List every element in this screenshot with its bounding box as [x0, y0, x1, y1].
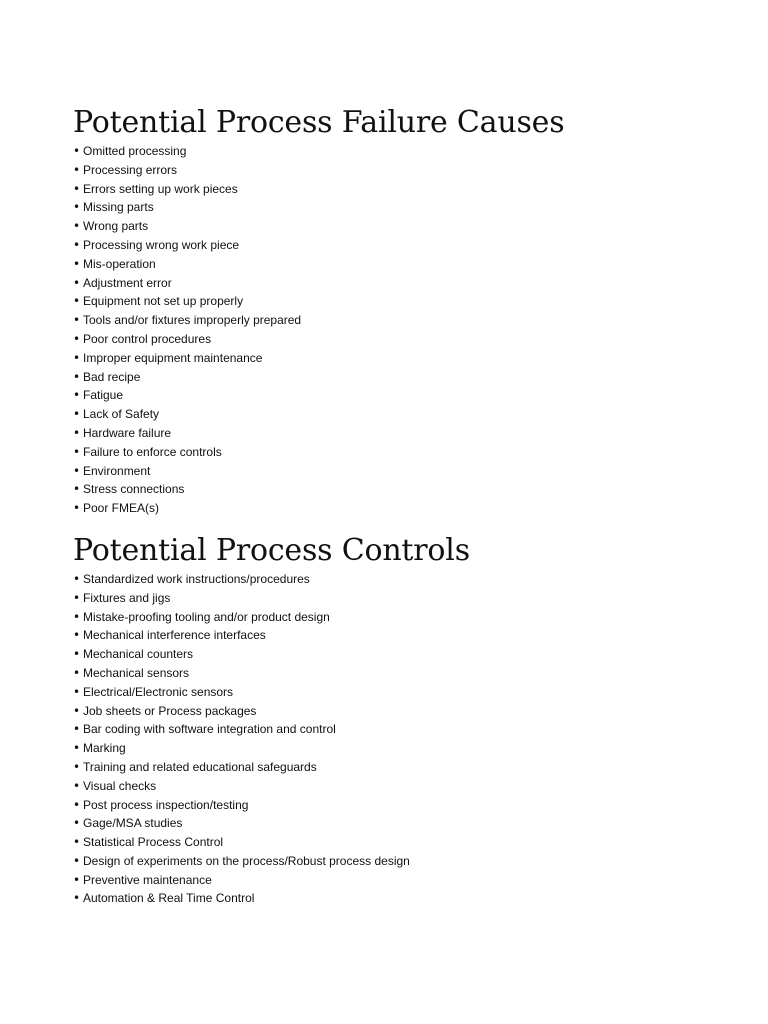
list-item-text: Hardware failure [83, 425, 172, 440]
bullet-icon: • [73, 482, 81, 497]
document-page [73, 104, 733, 908]
list-item-text: Fixtures and jigs [83, 590, 171, 605]
list-item-text: Omitted processing [83, 144, 187, 158]
bullet-icon: • [73, 722, 81, 737]
bullet-icon: • [73, 571, 81, 586]
list-item-text: Failure to enforce controls [83, 444, 222, 459]
list-item [73, 645, 733, 664]
list-item-text: Mechanical interference interfaces [83, 628, 266, 643]
bullet-icon: • [73, 501, 81, 516]
bullet-icon: • [73, 200, 81, 215]
list-item-text: Mechanical counters [83, 647, 194, 662]
list-item [73, 368, 733, 387]
list-item-text: Wrong parts [83, 219, 149, 234]
list-item-text: Marking [83, 741, 126, 756]
bullet-icon: • [73, 388, 81, 403]
list-item-text: Electrical/Electronic sensors [83, 684, 234, 699]
list-item-text: Lack of Safety [83, 407, 160, 422]
bullet-icon: • [73, 144, 81, 158]
list-item-text: Gage/MSA studies [83, 816, 183, 831]
list-item [73, 499, 733, 518]
list-item-text: Poor FMEA(s) [83, 501, 160, 516]
bullet-icon: • [73, 444, 81, 459]
bullet-icon: • [73, 741, 81, 756]
list-item [73, 274, 733, 293]
section-title-process-controls: Potential Process Controls [73, 532, 470, 568]
bullet-icon: • [73, 237, 81, 252]
list-item [73, 405, 733, 424]
bullet-icon: • [73, 853, 81, 868]
bullet-icon: • [73, 665, 81, 680]
list-item [73, 292, 733, 311]
list-item [73, 683, 733, 702]
bullet-icon: • [73, 684, 81, 699]
list-item-text: Job sheets or Process packages [83, 703, 257, 718]
list-item [73, 142, 733, 161]
bullet-icon: • [73, 647, 81, 662]
list-item-text: Equipment not set up properly [83, 294, 244, 309]
list-item [73, 462, 733, 481]
list-item [73, 889, 733, 908]
list-item [73, 758, 733, 777]
list-item [73, 664, 733, 683]
bullet-icon: • [73, 778, 81, 793]
list-item-text: Processing wrong work piece [83, 237, 240, 252]
list-item [73, 702, 733, 721]
bullet-icon: • [73, 816, 81, 831]
list-item-text: Errors setting up work pieces [83, 181, 238, 196]
list-item [73, 589, 733, 608]
list-item-text: Post process inspection/testing [83, 797, 249, 812]
bullet-icon: • [73, 294, 81, 309]
list-item-text: Adjustment error [83, 275, 172, 290]
list-item [73, 608, 733, 627]
list-item [73, 349, 733, 368]
bullet-icon: • [73, 759, 81, 774]
list-item-text: Preventive maintenance [83, 872, 212, 887]
list-item [73, 777, 733, 796]
bullet-icon: • [73, 407, 81, 422]
list-item [73, 386, 733, 405]
bullet-icon: • [73, 331, 81, 346]
list-item [73, 480, 733, 499]
list-item-text: Visual checks [83, 778, 157, 793]
list-item-text: Environment [83, 463, 151, 478]
list-item-text: Tools and/or fixtures improperly prepared [83, 313, 302, 328]
list-item-text: Design of experiments on the process/Robust process design [83, 853, 410, 868]
bullet-icon: • [73, 628, 81, 643]
list-item [73, 443, 733, 462]
list-item-text: Mis-operation [83, 256, 156, 271]
bullet-icon: • [73, 369, 81, 384]
list-item-text: Mechanical sensors [83, 665, 190, 680]
list-item [73, 720, 733, 739]
bullet-icon: • [73, 463, 81, 478]
list-item-text: Stress connections [83, 482, 185, 497]
list-item-text: Standardized work instructions/procedures [83, 571, 310, 586]
list-item-text: Missing parts [83, 200, 154, 215]
list-item [73, 217, 733, 236]
bullet-icon: • [73, 181, 81, 196]
list-item [73, 161, 733, 180]
list-item [73, 255, 733, 274]
bullet-icon: • [73, 256, 81, 271]
list-item-text: Fatigue [83, 388, 124, 403]
list-item [73, 236, 733, 255]
list-item [73, 626, 733, 645]
list-item [73, 424, 733, 443]
section-title-failure-causes: Potential Process Failure Causes [73, 105, 565, 140]
list-item [73, 330, 733, 349]
list-item-text: Mistake-proofing tooling and/or product design [83, 609, 330, 624]
list-item [73, 852, 733, 871]
bullet-icon: • [73, 275, 81, 290]
bullet-icon: • [73, 162, 81, 177]
bullet-icon: • [73, 609, 81, 624]
list-item [73, 833, 733, 852]
list-item-text: Training and related educational safeguards [83, 759, 317, 774]
bullet-icon: • [73, 835, 81, 850]
list-item [73, 570, 733, 589]
bullet-icon: • [73, 219, 81, 234]
failure-causes-list [73, 142, 733, 518]
list-item-text: Processing errors [83, 162, 178, 177]
bullet-icon: • [73, 891, 81, 906]
list-item-text: Bad recipe [83, 369, 141, 384]
list-item-text: Poor control procedures [83, 331, 212, 346]
bullet-icon: • [73, 350, 81, 365]
bullet-icon: • [73, 872, 81, 887]
list-item [73, 796, 733, 815]
bullet-icon: • [73, 425, 81, 440]
list-item-text: Statistical Process Control [83, 835, 224, 850]
list-item [73, 739, 733, 758]
list-item [73, 198, 733, 217]
bullet-icon: • [73, 703, 81, 718]
list-item [73, 311, 733, 330]
bullet-icon: • [73, 313, 81, 328]
list-item-text: Bar coding with software integration and control [83, 722, 336, 737]
list-item-text: Automation & Real Time Control [83, 891, 255, 906]
list-item [73, 180, 733, 199]
process-controls-list [73, 570, 733, 908]
bullet-icon: • [73, 797, 81, 812]
list-item [73, 871, 733, 890]
list-item [73, 814, 733, 833]
list-item-text: Improper equipment maintenance [83, 350, 263, 365]
bullet-icon: • [73, 590, 81, 605]
